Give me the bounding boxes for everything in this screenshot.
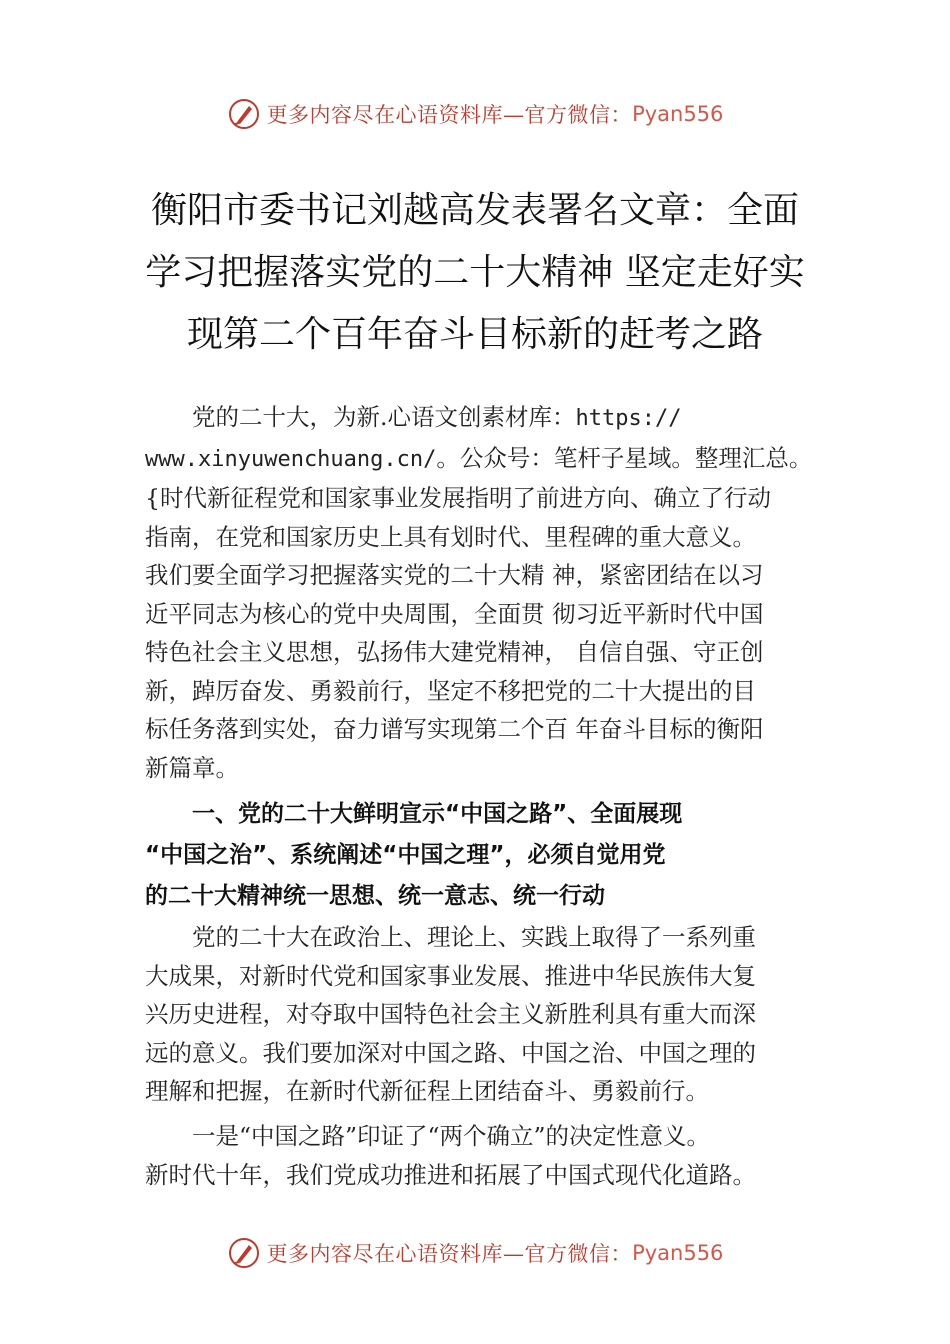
intro-line: 近平同志为核心的党中央周围，全面贯 彻习近平新时代中国: [145, 599, 764, 628]
paragraph-line: 远的意义。我们要加深对中国之路、中国之治、中国之理的: [145, 1038, 756, 1067]
title-line: 现第二个百年奋斗目标新的赶考之路: [186, 314, 763, 355]
intro-line: 我们要全面学习把握落实党的二十大精 神，紧密团结在以习: [145, 561, 764, 589]
quill-logo-icon: [227, 1236, 261, 1270]
intro-line: {时代新征程党和国家事业发展指明了前进方向、确立了行动: [145, 484, 771, 512]
watermark-text: 更多内容尽在心语资料库—官方微信：: [266, 103, 633, 127]
watermark-handle: Pyan556: [632, 1241, 724, 1265]
title-line: 学习把握落实党的二十大精神 坚定走好实: [145, 252, 805, 293]
intro-line: 特色社会主义思想，弘扬伟大建党精神， 自信自强、守正创: [145, 638, 764, 666]
heading-line: 的二十大精神统一思想、统一意志、统一行动: [145, 883, 605, 909]
intro-text: 。公众号：笔杆子星域。整理汇总。: [436, 443, 813, 472]
intro-line: [145, 439, 815, 480]
intro-url: www.xinyuwenchuang.cn/: [145, 446, 437, 472]
paragraph-line: 兴历史进程，对夺取中国特色社会主义新胜利具有重大而深: [145, 1000, 756, 1028]
watermark-header: [0, 94, 950, 134]
heading-line: “中国之治”、系统阐述“中国之理”，必须自觉用党: [145, 842, 666, 868]
paragraph-line: 一是“中国之路”印证了“两个确立”的决定性意义。: [192, 1122, 711, 1150]
section-paragraph: [145, 1117, 815, 1194]
intro-paragraph: [145, 398, 815, 787]
paragraph-line: 新时代十年，我们党成功推进和拓展了中国式现代化道路。: [145, 1160, 756, 1189]
paragraph-line: 大成果，对新时代党和国家事业发展、推进中华民族伟大复: [145, 961, 756, 990]
watermark-handle: Pyan556: [632, 102, 724, 126]
paragraph-line: 理解和把握，在新时代新征程上团结奋斗、勇毅前行。: [145, 1077, 709, 1105]
watermark-footer: [0, 1233, 950, 1273]
watermark-text: 更多内容尽在心语资料库—官方微信：: [266, 1242, 633, 1266]
document-title: [110, 180, 840, 366]
paragraph-line: 党的二十大在政治上、理论上、实践上取得了一系列重: [192, 923, 756, 951]
intro-line: [145, 398, 815, 439]
title-line: 衡阳市委书记刘越高发表署名文章：全面: [150, 190, 799, 231]
section-paragraph: [145, 918, 815, 1111]
intro-line: 标任务落到实处，奋力谱写实现第二个百 年奋斗目标的衡阳: [145, 715, 764, 743]
intro-url-part: https://: [575, 406, 682, 431]
intro-line: 指南，在党和国家历史上具有划时代、里程碑的重大意义。: [145, 522, 756, 551]
section-heading: [145, 794, 815, 917]
intro-line: 新，踔厉奋发、勇毅前行，坚定不移把党的二十大提出的目: [145, 676, 756, 705]
heading-line: 一、党的二十大鲜明宣示“中国之路”、全面展现: [192, 801, 683, 827]
quill-logo-icon: [227, 97, 261, 131]
intro-text: 党的二十大，为新.心语文创素材库：: [192, 403, 576, 431]
intro-line: 新篇章。: [145, 753, 239, 782]
